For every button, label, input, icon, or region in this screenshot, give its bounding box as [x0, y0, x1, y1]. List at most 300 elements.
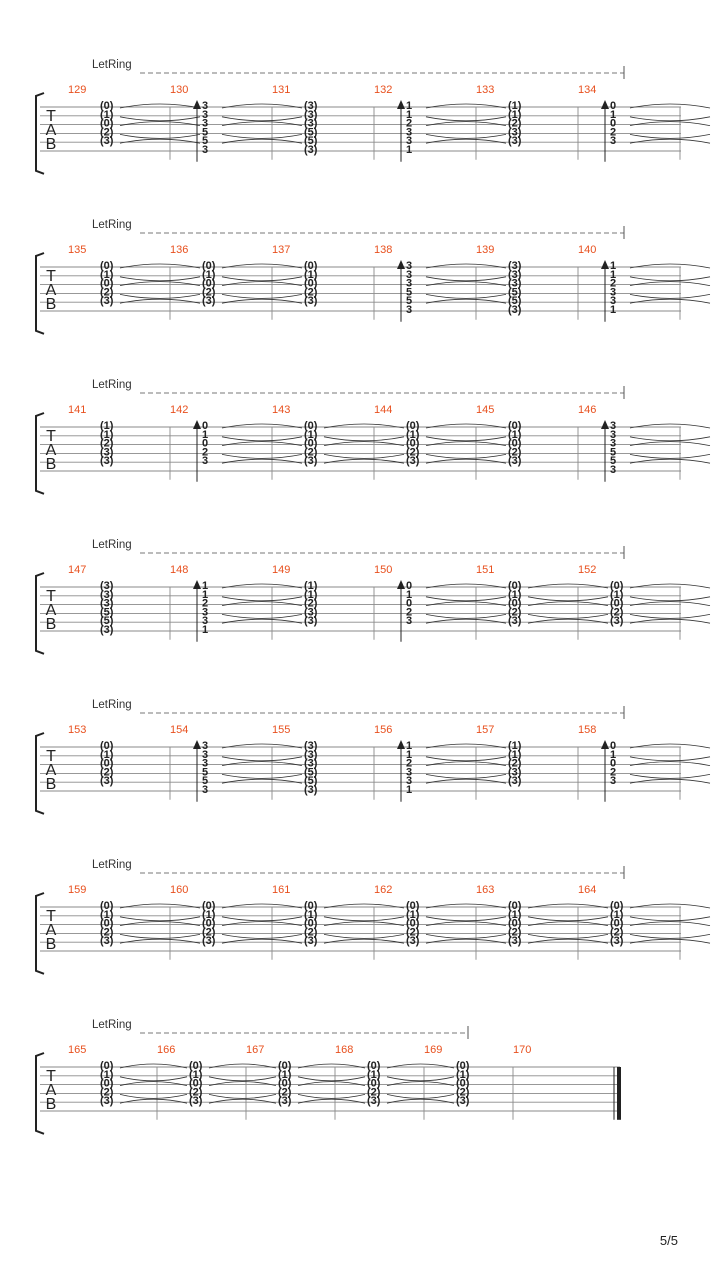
tie-arc	[630, 917, 710, 921]
measure-number: 132	[374, 84, 393, 96]
fret-number: (3)	[100, 597, 114, 610]
tie-arc	[120, 1094, 187, 1098]
fret-number: (0)	[189, 1077, 203, 1090]
tie-arc	[630, 437, 710, 441]
fret-number: (5)	[508, 295, 522, 308]
fret-number: (3)	[508, 766, 522, 779]
tie-arc	[209, 1094, 276, 1098]
fret-number: (3)	[508, 126, 522, 139]
fret-number: 0	[406, 597, 413, 610]
fret-number: 0	[610, 740, 617, 752]
strum-arrow-head	[601, 100, 609, 109]
strum-arrow-head	[193, 420, 201, 429]
final-thick-barline	[617, 1067, 621, 1120]
fret-number: 2	[610, 126, 617, 139]
tie-arc	[630, 294, 710, 298]
fret-number: (0)	[508, 437, 522, 450]
fret-number: (3)	[508, 775, 522, 788]
fret-number: (3)	[610, 615, 624, 628]
fret-number: 3	[406, 126, 413, 139]
fret-number: (1)	[100, 908, 114, 921]
fret-number: (0)	[304, 900, 318, 912]
tie-arc	[630, 934, 710, 938]
fret-number: 3	[202, 117, 209, 130]
fret-number: 3	[406, 766, 413, 779]
fret-number: (3)	[508, 304, 522, 316]
fret-number: 5	[406, 286, 413, 299]
measure-number: 165	[68, 1044, 87, 1056]
fret-number: 3	[406, 268, 413, 281]
fret-number: (0)	[100, 1060, 114, 1072]
fret-number: (1)	[100, 420, 114, 432]
tie-arc	[222, 294, 302, 298]
measure-number: 140	[578, 244, 597, 256]
tab-clef-letter: B	[45, 296, 57, 313]
tab-clef-letter: A	[45, 762, 57, 779]
tie-arc	[630, 597, 710, 601]
measure-number: 144	[374, 404, 393, 416]
tab-clef-letter: T	[46, 268, 56, 285]
fret-number: (0)	[100, 757, 114, 770]
tie-arc	[630, 614, 710, 618]
letring-label: LetRing	[92, 1019, 132, 1031]
fret-number: 3	[202, 740, 209, 752]
fret-number: (0)	[202, 260, 216, 272]
fret-number: (5)	[508, 286, 522, 299]
tie-arc	[222, 454, 302, 458]
fret-number: 1	[202, 588, 209, 601]
measure-number: 158	[578, 724, 597, 736]
fret-number: (1)	[304, 428, 318, 441]
fret-number: 3	[406, 304, 413, 316]
measure-number: 139	[476, 244, 495, 256]
tie-arc	[426, 934, 506, 938]
fret-number: (1)	[610, 588, 624, 601]
fret-number: (2)	[367, 1086, 381, 1099]
strum-arrow-head	[601, 420, 609, 429]
fret-number: (3)	[304, 455, 318, 468]
fret-number: (5)	[304, 135, 318, 148]
tab-clef-letter: B	[45, 136, 57, 153]
measure-number: 155	[272, 724, 291, 736]
strum-arrow-head	[601, 260, 609, 269]
strum-arrow-head	[193, 100, 201, 109]
tie-arc	[426, 757, 506, 761]
fret-number: (0)	[610, 917, 624, 930]
fret-number: 3	[610, 286, 617, 299]
fret-number: 5	[406, 295, 413, 308]
measure-number: 169	[424, 1044, 443, 1056]
tie-arc	[528, 614, 608, 618]
fret-number: 0	[610, 100, 617, 112]
measure-number: 133	[476, 84, 495, 96]
fret-number: (0)	[100, 1077, 114, 1090]
fret-number: (0)	[100, 100, 114, 112]
fret-number: (3)	[100, 624, 114, 636]
tie-arc	[426, 437, 506, 441]
tie-arc	[120, 294, 200, 298]
measure-number: 154	[170, 724, 189, 736]
fret-number: (1)	[100, 1068, 114, 1081]
fret-number: (2)	[100, 1086, 114, 1099]
tie-arc	[222, 437, 302, 441]
tie-arc	[298, 1077, 365, 1081]
fret-number: (2)	[610, 926, 624, 939]
tie-arc	[387, 1077, 454, 1081]
fret-number: (2)	[508, 757, 522, 770]
fret-number: (0)	[202, 900, 216, 912]
fret-number: (0)	[406, 900, 420, 912]
fret-number: (2)	[304, 286, 318, 299]
fret-number: (3)	[100, 588, 114, 601]
fret-number: (2)	[456, 1086, 470, 1099]
measure-number: 147	[68, 564, 87, 576]
fret-number: (1)	[610, 908, 624, 921]
fret-number: 3	[202, 606, 209, 619]
fret-number: (3)	[100, 775, 114, 788]
fret-number: (0)	[610, 597, 624, 610]
tie-arc	[120, 1077, 187, 1081]
tie-arc	[222, 917, 302, 921]
fret-number: 3	[202, 784, 209, 796]
fret-number: (3)	[456, 1095, 470, 1108]
fret-number: (3)	[100, 455, 114, 468]
fret-number: (1)	[202, 908, 216, 921]
fret-number: 3	[202, 108, 209, 121]
fret-number: (3)	[100, 446, 114, 459]
fret-number: (1)	[100, 268, 114, 281]
letring-label: LetRing	[92, 379, 132, 391]
fret-number: 1	[610, 748, 617, 761]
fret-number: (3)	[304, 784, 318, 796]
letring-label: LetRing	[92, 219, 132, 231]
fret-number: (2)	[189, 1086, 203, 1099]
fret-number: (2)	[202, 286, 216, 299]
tie-arc	[630, 117, 710, 121]
fret-number: (3)	[406, 935, 420, 948]
tie-arc	[528, 597, 608, 601]
fret-number: 1	[202, 580, 209, 592]
fret-number: 3	[610, 464, 617, 476]
fret-number: 2	[610, 277, 617, 290]
fret-number: (0)	[189, 1060, 203, 1072]
fret-number: (2)	[278, 1086, 292, 1099]
tab-clef-letter: T	[46, 588, 56, 605]
fret-number: 2	[202, 597, 209, 610]
fret-number: (0)	[406, 420, 420, 432]
tie-arc	[630, 757, 710, 761]
fret-number: 2	[202, 446, 209, 459]
measure-number: 141	[68, 404, 87, 416]
fret-number: (0)	[304, 260, 318, 272]
fret-number: 3	[610, 428, 617, 441]
fret-number: (1)	[367, 1068, 381, 1081]
fret-number: (0)	[508, 580, 522, 592]
fret-number: 3	[610, 295, 617, 308]
measure-number: 151	[476, 564, 495, 576]
measure-number: 162	[374, 884, 393, 896]
tab-clef-letter: B	[45, 936, 57, 953]
tie-arc	[324, 437, 404, 441]
measure-number: 170	[513, 1044, 532, 1056]
fret-number: (3)	[202, 935, 216, 948]
strum-arrow-head	[193, 740, 201, 749]
fret-number: (2)	[202, 926, 216, 939]
fret-number: 3	[202, 757, 209, 770]
fret-number: 0	[406, 580, 413, 592]
fret-number: (0)	[202, 277, 216, 290]
fret-number: 1	[610, 260, 617, 272]
fret-number: (2)	[100, 286, 114, 299]
fret-number: 3	[406, 277, 413, 290]
fret-number: 1	[202, 624, 209, 636]
fret-number: (5)	[304, 766, 318, 779]
fret-number: (3)	[508, 615, 522, 628]
fret-number: (1)	[100, 108, 114, 121]
tie-arc	[120, 134, 200, 138]
fret-number: 3	[610, 775, 617, 788]
fret-number: (1)	[278, 1068, 292, 1081]
tie-arc	[222, 934, 302, 938]
measure-number: 136	[170, 244, 189, 256]
measure-number: 150	[374, 564, 393, 576]
strum-arrow-head	[397, 580, 405, 589]
fret-number: (0)	[100, 117, 114, 130]
fret-number: (1)	[508, 100, 522, 112]
fret-number: 3	[610, 135, 617, 148]
fret-number: (0)	[406, 437, 420, 450]
fret-number: 3	[610, 420, 617, 432]
fret-number: (2)	[100, 926, 114, 939]
fret-number: 0	[610, 757, 617, 770]
tab-clef-letter: A	[45, 442, 57, 459]
fret-number: (1)	[508, 588, 522, 601]
fret-number: (1)	[304, 908, 318, 921]
measure-number: 149	[272, 564, 291, 576]
fret-number: (3)	[610, 935, 624, 948]
measure-number: 129	[68, 84, 87, 96]
fret-number: 0	[202, 420, 209, 432]
fret-number: 1	[406, 144, 413, 156]
tie-arc	[630, 277, 710, 281]
fret-number: (0)	[367, 1077, 381, 1090]
fret-number: (0)	[456, 1077, 470, 1090]
fret-number: (2)	[304, 926, 318, 939]
fret-number: 5	[610, 446, 617, 459]
tie-arc	[324, 917, 404, 921]
fret-number: (3)	[100, 295, 114, 308]
fret-number: (2)	[304, 446, 318, 459]
fret-number: (0)	[202, 917, 216, 930]
fret-number: 3	[202, 455, 209, 468]
tie-arc	[426, 134, 506, 138]
measure-number: 161	[272, 884, 291, 896]
tab-clef-letter: A	[45, 1082, 57, 1099]
fret-number: 3	[610, 437, 617, 450]
tab-clef-letter: A	[45, 282, 57, 299]
tie-arc	[324, 454, 404, 458]
tie-arc	[222, 614, 302, 618]
measure-number: 153	[68, 724, 87, 736]
fret-number: (1)	[304, 588, 318, 601]
fret-number: (5)	[100, 615, 114, 628]
tab-clef-letter: A	[45, 122, 57, 139]
measure-number: 130	[170, 84, 189, 96]
measure-number: 138	[374, 244, 393, 256]
tie-arc	[426, 294, 506, 298]
fret-number: (2)	[508, 446, 522, 459]
measure-number: 166	[157, 1044, 176, 1056]
letring-label: LetRing	[92, 699, 132, 711]
fret-number: (1)	[100, 748, 114, 761]
fret-number: (2)	[508, 926, 522, 939]
fret-number: 3	[202, 748, 209, 761]
fret-number: (0)	[100, 900, 114, 912]
fret-number: 1	[406, 784, 413, 796]
measure-number: 157	[476, 724, 495, 736]
fret-number: (3)	[304, 935, 318, 948]
tie-arc	[222, 277, 302, 281]
tie-arc	[120, 934, 200, 938]
tie-arc	[298, 1094, 365, 1098]
measure-number: 142	[170, 404, 189, 416]
fret-number: (1)	[406, 428, 420, 441]
tie-arc	[426, 917, 506, 921]
fret-number: (3)	[278, 1095, 292, 1108]
fret-number: (1)	[189, 1068, 203, 1081]
tie-arc	[222, 757, 302, 761]
fret-number: (1)	[304, 580, 318, 592]
fret-number: (0)	[508, 597, 522, 610]
measure-number: 160	[170, 884, 189, 896]
tab-clef-letter: A	[45, 922, 57, 939]
measure-number: 145	[476, 404, 495, 416]
fret-number: (1)	[508, 908, 522, 921]
measure-number: 131	[272, 84, 291, 96]
fret-number: (3)	[304, 295, 318, 308]
fret-number: (3)	[508, 135, 522, 148]
strum-arrow-head	[193, 580, 201, 589]
fret-number: 2	[406, 757, 413, 770]
measure-number: 148	[170, 564, 189, 576]
fret-number: 3	[406, 260, 413, 272]
tie-arc	[630, 774, 710, 778]
fret-number: (2)	[406, 446, 420, 459]
tie-arc	[120, 277, 200, 281]
fret-number: (3)	[304, 740, 318, 752]
fret-number: 0	[202, 437, 209, 450]
tie-arc	[528, 934, 608, 938]
fret-number: 2	[406, 117, 413, 130]
fret-number: 1	[610, 304, 617, 316]
letring-label: LetRing	[92, 859, 132, 871]
tie-arc	[426, 277, 506, 281]
fret-number: (1)	[508, 428, 522, 441]
tie-arc	[426, 454, 506, 458]
fret-number: (0)	[508, 420, 522, 432]
fret-number: (0)	[304, 437, 318, 450]
fret-number: (0)	[508, 917, 522, 930]
fret-number: 5	[610, 455, 617, 468]
strum-arrow-head	[397, 260, 405, 269]
fret-number: 5	[202, 766, 209, 779]
fret-number: (3)	[100, 935, 114, 948]
fret-number: 3	[202, 615, 209, 628]
fret-number: (0)	[508, 900, 522, 912]
fret-number: (0)	[100, 917, 114, 930]
measure-number: 152	[578, 564, 597, 576]
measure-number: 159	[68, 884, 87, 896]
fret-number: (0)	[304, 277, 318, 290]
fret-number: 1	[406, 588, 413, 601]
fret-number: (2)	[406, 926, 420, 939]
fret-number: 5	[202, 775, 209, 788]
tab-clef-letter: T	[46, 748, 56, 765]
tie-arc	[209, 1077, 276, 1081]
fret-number: (3)	[304, 108, 318, 121]
tie-arc	[120, 917, 200, 921]
fret-number: (2)	[304, 597, 318, 610]
tie-arc	[426, 774, 506, 778]
fret-number: (3)	[406, 455, 420, 468]
fret-number: (3)	[100, 580, 114, 592]
strum-arrow-head	[397, 740, 405, 749]
fret-number: (0)	[278, 1060, 292, 1072]
tie-arc	[222, 597, 302, 601]
fret-number: 1	[610, 108, 617, 121]
fret-number: (2)	[100, 126, 114, 139]
tab-clef-letter: B	[45, 776, 57, 793]
tie-arc	[528, 917, 608, 921]
fret-number: 0	[610, 117, 617, 130]
measure-number: 146	[578, 404, 597, 416]
fret-number: (3)	[304, 757, 318, 770]
fret-number: (0)	[610, 580, 624, 592]
fret-number: (0)	[456, 1060, 470, 1072]
fret-number: (1)	[456, 1068, 470, 1081]
tie-arc	[426, 614, 506, 618]
measure-number: 135	[68, 244, 87, 256]
fret-number: (1)	[508, 108, 522, 121]
strum-arrow-head	[397, 100, 405, 109]
fret-number: (3)	[304, 748, 318, 761]
fret-number: 1	[406, 108, 413, 121]
fret-number: (3)	[508, 277, 522, 290]
fret-number: (3)	[100, 135, 114, 148]
fret-number: (3)	[304, 144, 318, 156]
fret-number: (0)	[304, 420, 318, 432]
fret-number: (0)	[406, 917, 420, 930]
measure-number: 168	[335, 1044, 354, 1056]
tie-arc	[630, 134, 710, 138]
fret-number: (2)	[508, 606, 522, 619]
fret-number: (0)	[304, 917, 318, 930]
fret-number: 1	[406, 100, 413, 112]
fret-number: (3)	[508, 455, 522, 468]
fret-number: (3)	[304, 100, 318, 112]
letring-label: LetRing	[92, 539, 132, 551]
fret-number: 3	[406, 135, 413, 148]
fret-number: 3	[406, 775, 413, 788]
measure-number: 134	[578, 84, 597, 96]
tie-arc	[222, 134, 302, 138]
fret-number: (0)	[367, 1060, 381, 1072]
tie-arc	[387, 1094, 454, 1098]
fret-number: (5)	[304, 775, 318, 788]
fret-number: (0)	[100, 740, 114, 752]
fret-number: (2)	[508, 117, 522, 130]
fret-number: (3)	[508, 260, 522, 272]
